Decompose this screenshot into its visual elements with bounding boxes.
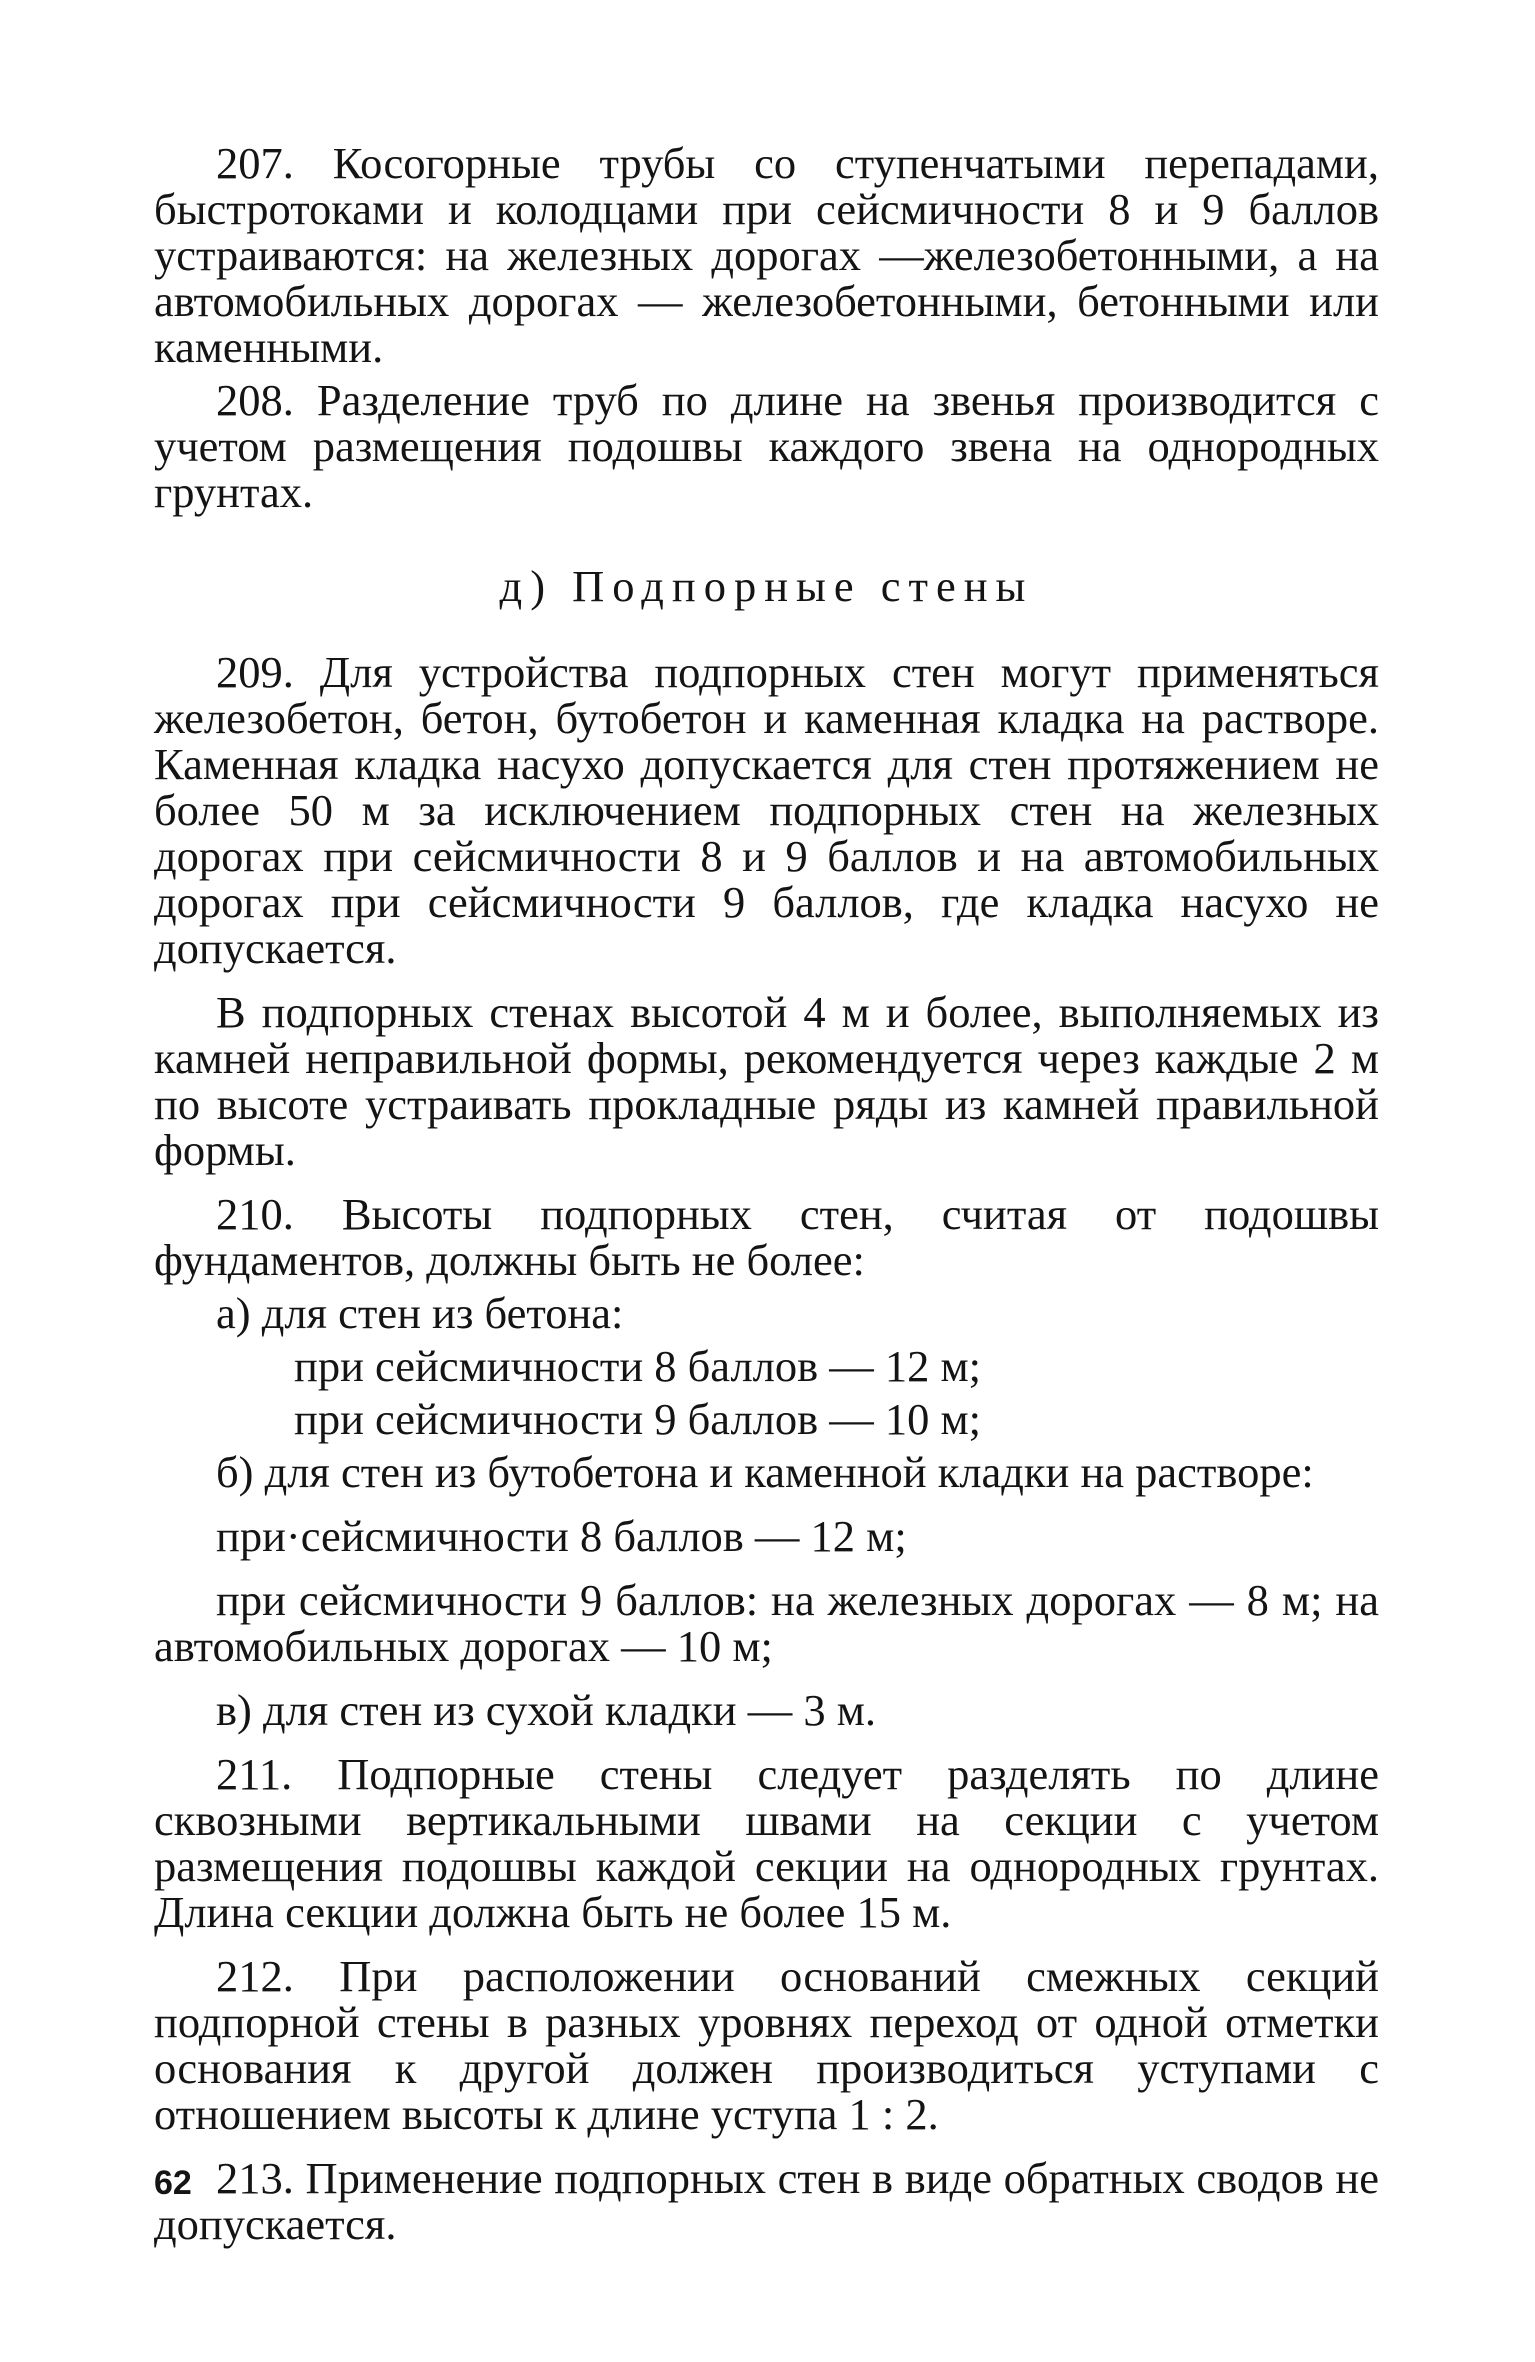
paragraph-211: 211. Подпорные стены следует разделять по длине сквозными вертикальными швами на секции с учетом размещения подошвы каждой секции на однородных грунтах. Длина секции должна быть не более 15 м. <box>154 1749 1379 1937</box>
item-210-b: б) для стен из бутобетона и каменной кладки на растворе: <box>216 1447 1314 1497</box>
item-210-a-1: при сейсмичности 8 баллов — 12 м; <box>294 1341 982 1391</box>
paragraph-208: 208. Разделение труб по длине на звенья производится с учетом размещения подошвы каждого звена на однородных грунтах. <box>154 375 1379 517</box>
item-210-b-1: при·сейсмичности 8 баллов — 12 м; <box>216 1511 907 1561</box>
page-number: 62 <box>154 2164 192 2202</box>
paragraph-213: 213. Применение подпорных стен в виде обратных сводов не допускается. <box>154 2153 1379 2249</box>
item-210-b-2: при сейсмичности 9 баллов: на железных дорогах — 8 м; на автомобильных дорогах — 10 м; <box>154 1575 1379 1671</box>
paragraph-209: 209. Для устройства подпорных стен могут применяться железобетон, бетон, бутобетон и каменная кладка на растворе. Каменная кладка насухо допускается для стен протяжением не более 50 м за исключением подпорных стен на железных дорогах при сейсмичности 8 и 9 баллов и на автомобильных дорогах при сейсмичности 9 баллов, где кладка насухо не допускается. <box>154 647 1379 973</box>
item-210-a: а) для стен из бетона: <box>216 1288 624 1338</box>
page-body <box>154 140 1379 2254</box>
section-heading: д) Подпорные стены <box>499 561 1034 611</box>
paragraph-210: 210. Высоты подпорных стен, считая от подошвы фундаментов, должны быть не более: <box>154 1189 1379 1285</box>
item-210-a-2: при сейсмичности 9 баллов — 10 м; <box>294 1394 982 1444</box>
item-210-c: в) для стен из сухой кладки — 3 м. <box>216 1685 877 1735</box>
paragraph-212: 212. При расположении оснований смежных секций подпорной стены в разных уровнях переход от одной отметки основания к другой должен производиться уступами с отношением высоты к длине уступа 1 : 2. <box>154 1951 1379 2139</box>
paragraph-207: 207. Косогорные трубы со ступенчатыми перепадами, быстротоками и колодцами при сейсмичности 8 и 9 баллов устраиваются: на железных дорогах —железобетонными, а на автомобильных дорогах — железобетонными, бетонными или каменными. <box>154 138 1379 372</box>
paragraph-209-continued: В подпорных стенах высотой 4 м и более, выполняемых из камней неправильной формы, рекомендуется через каждые 2 м по высоте устраивать прокладные ряды из камней правильной формы. <box>154 987 1379 1175</box>
